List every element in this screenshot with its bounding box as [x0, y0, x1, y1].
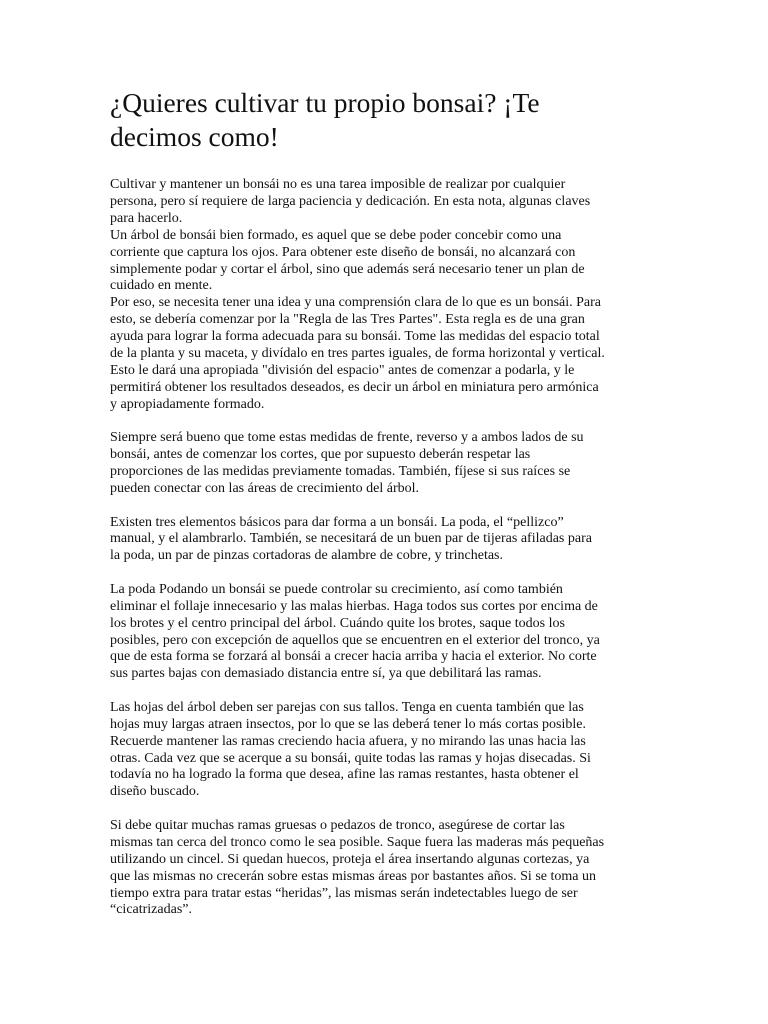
text-line: Por eso, se necesita tener una idea y una comprensión clara de lo que es un bonsái. Para	[110, 295, 601, 311]
text-line: ayuda para lograr la forma adecuada para su bonsái. Tome las medidas del espacio total	[110, 329, 600, 345]
text-line: simplemente podar y cortar el árbol, sino que además será necesario tener un plan de	[110, 261, 585, 277]
text-line: y apropiadamente formado.	[110, 396, 265, 412]
text-line: Esto le dará una apropiada "división del espacio" antes de comenzar a podarla, y le	[110, 362, 575, 378]
text-line: Si debe quitar muchas ramas gruesas o pedazos de tronco, asegúrese de cortar las	[110, 817, 565, 833]
paragraph	[110, 177, 662, 414]
text-line: cuidado en mente.	[110, 278, 213, 294]
text-line: Siempre será bueno que tome estas medidas de frente, reverso y a ambos lados de su	[110, 430, 584, 446]
text-line: otras. Cada vez que se acerque a su bonsái, quite todas las ramas y hojas disecadas. Si	[110, 750, 591, 766]
text-line: La poda Podando un bonsái se puede controlar su crecimiento, así como también	[110, 581, 563, 597]
paragraph	[110, 582, 662, 683]
title-line: ¿Quieres cultivar tu propio bonsai? ¡Te	[110, 87, 540, 118]
text-line: Las hojas del árbol deben ser parejas con sus tallos. Tenga en cuenta también que las	[110, 699, 584, 715]
paragraph	[110, 818, 662, 919]
paragraph	[110, 700, 662, 801]
text-line: eliminar el follaje innecesario y las malas hierbas. Haga todos sus cortes por encima de	[110, 598, 598, 614]
text-line: todavía no ha logrado la forma que desea, afine las ramas restantes, hasta obtener el	[110, 767, 579, 783]
text-line: bonsái, antes de comenzar los cortes, que por supuesto deberán respetar las	[110, 447, 531, 463]
text-line: persona, pero sí requiere de larga paciencia y dedicación. En esta nota, algunas claves	[110, 193, 591, 209]
text-line: la poda, un par de pinzas cortadoras de alambre de cobre, y trinchetas.	[110, 548, 503, 564]
paragraph	[110, 515, 662, 566]
text-line: tiempo extra para tratar estas “heridas”, las mismas serán indetectables luego de ser	[110, 885, 578, 901]
text-line: para hacerlo.	[110, 210, 183, 226]
text-line: “cicatrizadas”.	[110, 902, 192, 918]
title-line: decimos como!	[110, 121, 279, 152]
document-title	[110, 86, 662, 154]
text-line: esto, se debería comenzar por la "Regla de las Tres Partes". Esta regla es de una gran	[110, 312, 585, 328]
text-line: pueden conectar con las áreas de crecimiento del árbol.	[110, 481, 420, 496]
text-line: hojas muy largas atraen insectos, por lo que se las deberá tener lo más cortas posible.	[110, 716, 586, 732]
text-line: Cultivar y mantener un bonsái no es una tarea imposible de realizar por cualquier	[110, 177, 566, 192]
text-line: posibles, pero con excepción de aquellos que se encuentren en el exterior del tronco, ya	[110, 632, 600, 648]
text-line: corriente que captura los ojos. Para obtener este diseño de bonsái, no alcanzará con	[110, 244, 576, 260]
text-line: Existen tres elementos básicos para dar forma a un bonsái. La poda, el “pellizco”	[110, 514, 564, 530]
text-line: sus partes bajas con demasiado distancia entre sí, ya que debilitará las ramas.	[110, 666, 542, 682]
text-line: manual, y el alambrarlo. También, se necesitará de un buen par de tijeras afiladas para	[110, 531, 592, 547]
text-line: los brotes y el centro principal del árbol. Cuándo quite los brotes, saque todos los	[110, 615, 565, 631]
text-line: de la planta y su maceta, y divídalo en tres partes iguales, de forma horizontal y vertical.	[110, 346, 605, 362]
text-line: proporciones de las medidas previamente tomadas. También, fíjese si sus raíces se	[110, 464, 571, 480]
text-line: Un árbol de bonsái bien formado, es aquel que se debe poder concebir como una	[110, 227, 562, 243]
paragraph	[110, 430, 662, 498]
document-body	[110, 177, 662, 919]
text-line: diseño buscado.	[110, 784, 200, 800]
text-line: Recuerde mantener las ramas creciendo hacia afuera, y no mirando las unas hacia las	[110, 733, 586, 749]
text-line: utilizando un cincel. Si quedan huecos, proteja el área insertando algunas cortezas, ya	[110, 851, 590, 867]
text-line: mismas tan cerca del tronco como le sea posible. Saque fuera las maderas más pequeñas	[110, 834, 605, 850]
text-line: que las mismas no crecerán sobre estas mismas áreas por bastantes años. Si se toma un	[110, 868, 596, 884]
document-page	[110, 86, 662, 919]
text-line: que de esta forma se forzará al bonsái a crecer hacia arriba y hacia el exterior. No corte	[110, 649, 597, 665]
text-line: permitirá obtener los resultados deseados, es decir un árbol en miniatura pero armónica	[110, 379, 599, 395]
